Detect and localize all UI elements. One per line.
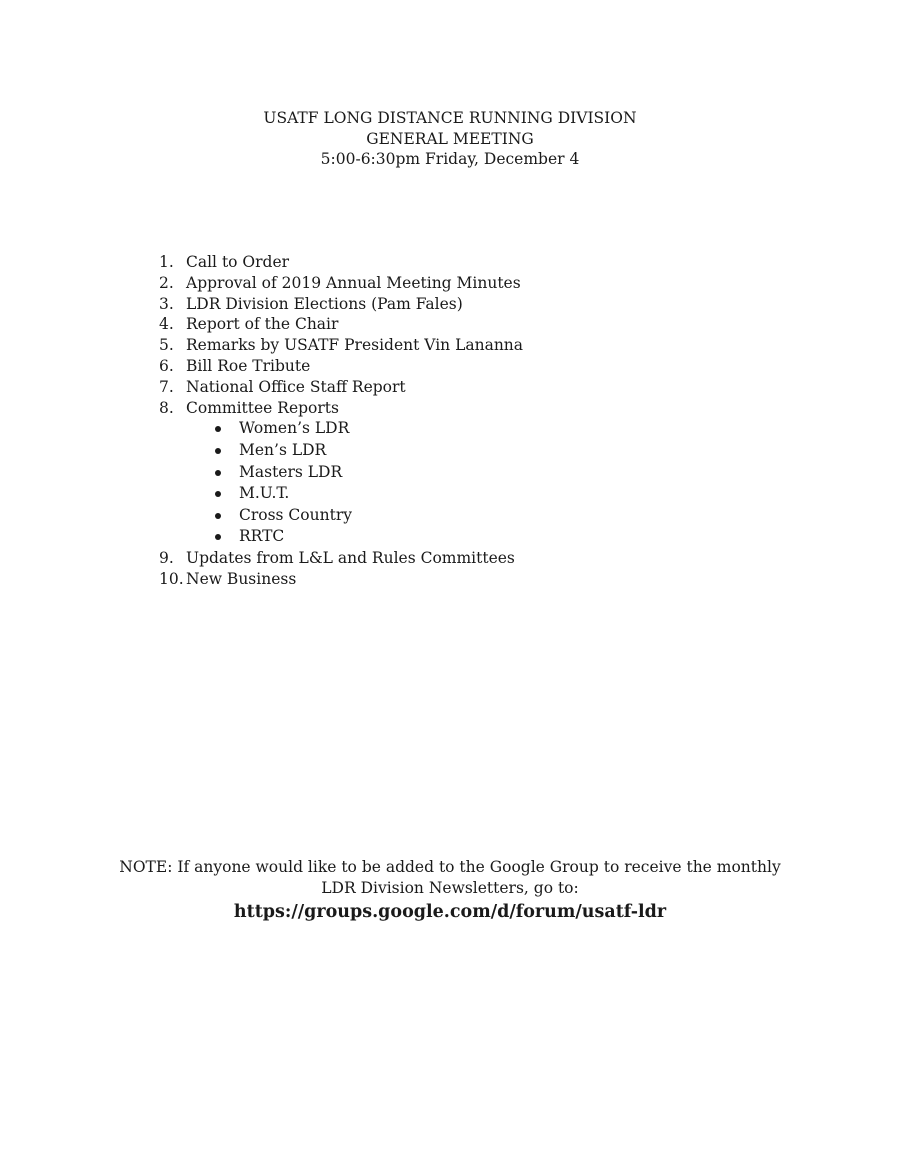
agenda-item	[0, 335, 900, 356]
note-line-1: NOTE: If anyone would like to be added to the Google Group to receive the monthly	[119, 858, 781, 876]
meeting-header	[0, 108, 900, 170]
committee-report-label: Women’s LDR	[239, 419, 350, 438]
agenda-text: Report of the Chair	[186, 315, 339, 334]
agenda-number: 5.	[159, 336, 174, 355]
agenda-text: Remarks by USATF President Vin Lananna	[186, 336, 524, 355]
meeting-time: 5:00-6:30pm Friday, December 4	[320, 150, 580, 168]
meeting-title: GENERAL MEETING	[366, 129, 534, 148]
agenda-item	[0, 273, 900, 294]
agenda-number: 1.	[159, 253, 174, 271]
agenda-text: Approval of 2019 Annual Meeting Minutes	[186, 273, 521, 292]
agenda-item	[0, 356, 900, 377]
agenda-text: National Office Staff Report	[186, 377, 406, 396]
agenda-item	[0, 377, 900, 398]
committee-report-item	[0, 483, 900, 505]
agenda-item	[0, 294, 900, 315]
agenda-list	[0, 252, 900, 590]
agenda-number: 9.	[159, 548, 174, 567]
agenda-item	[0, 314, 900, 335]
agenda-item	[0, 252, 900, 273]
agenda-text: Bill Roe Tribute	[186, 356, 311, 375]
agenda-number: 6.	[159, 356, 174, 375]
agenda-number: 2.	[159, 273, 174, 292]
committee-report-label: Cross Country	[239, 505, 352, 524]
committee-report-label: Masters LDR	[239, 462, 343, 481]
google-group-link[interactable]: https://groups.google.com/d/forum/usatf-ldr	[233, 902, 667, 922]
agenda-text: Call to Order	[186, 253, 290, 271]
agenda-text: LDR Division Elections (Pam Fales)	[186, 294, 463, 313]
committee-report-item	[0, 440, 900, 462]
committee-report-item	[0, 418, 900, 440]
agenda-item	[0, 548, 900, 569]
newsletter-note	[0, 857, 900, 924]
agenda-text: Committee Reports	[186, 398, 339, 417]
agenda-number: 3.	[159, 294, 174, 313]
committee-report-item	[0, 526, 900, 548]
division-title: USATF LONG DISTANCE RUNNING DIVISION	[263, 109, 637, 127]
agenda-number: 4.	[159, 315, 174, 334]
agenda-number: 7.	[159, 377, 174, 396]
agenda-text: New Business	[186, 569, 297, 588]
committee-report-label: RRTC	[239, 527, 285, 546]
committee-report-label: Men’s LDR	[239, 440, 327, 459]
agenda-item	[0, 569, 900, 590]
agenda-number: 10.	[159, 569, 184, 588]
agenda-item	[0, 398, 900, 419]
agenda-text: Updates from L&L and Rules Committees	[186, 548, 515, 567]
agenda-number: 8.	[159, 398, 174, 417]
committee-report-item	[0, 505, 900, 527]
committee-report-label: M.U.T.	[239, 484, 290, 503]
note-line-2: LDR Division Newsletters, go to:	[321, 879, 579, 897]
committee-report-item	[0, 462, 900, 484]
